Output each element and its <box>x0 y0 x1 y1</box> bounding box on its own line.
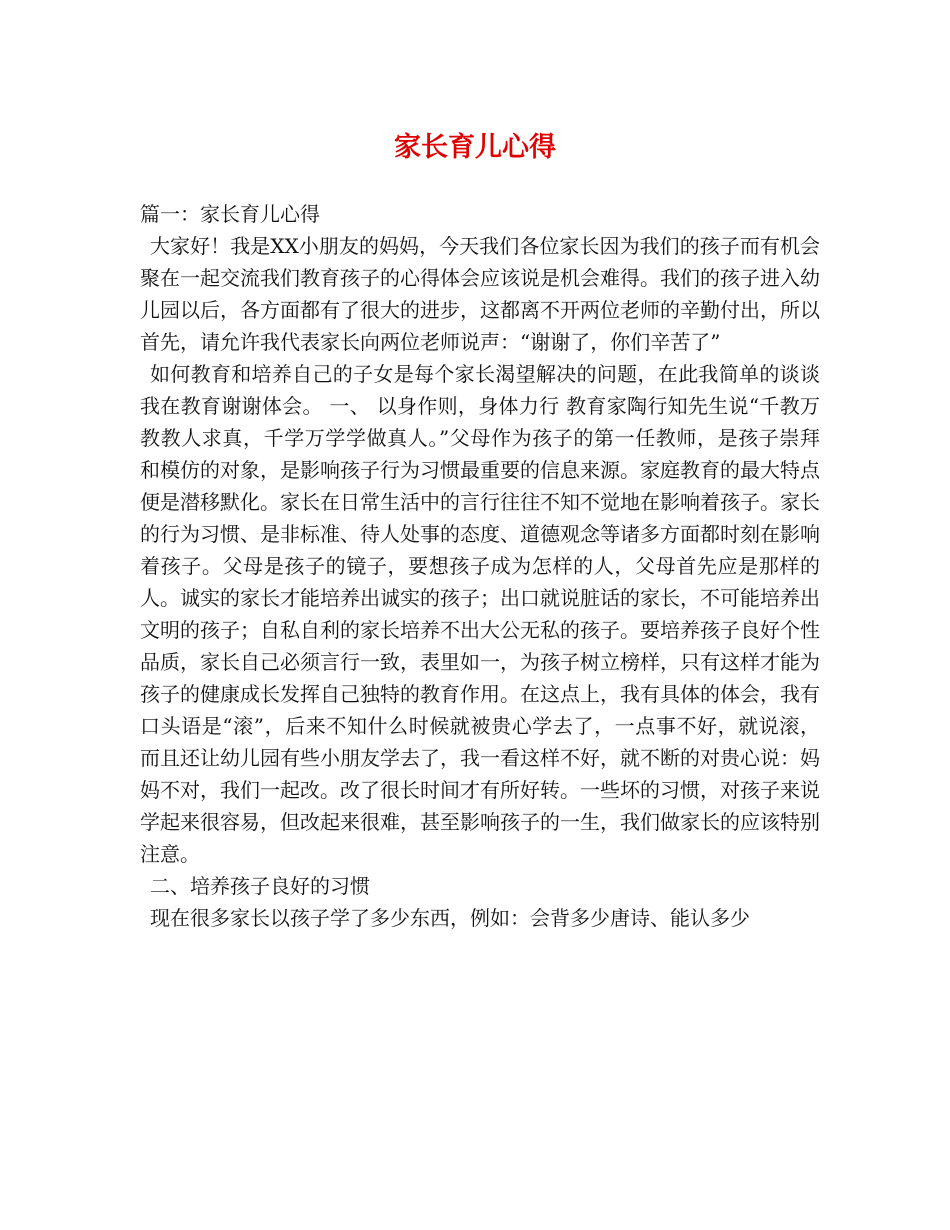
section-heading: 篇一：家长育儿心得 <box>140 202 320 226</box>
document-title: 家长育儿心得 <box>394 132 556 163</box>
body-paragraph: 如何教育和培养自己的子女是每个家长渴望解决的问题，在此我简单的谈谈我在教育谢谢体会。 一、 以身作则，身体力行 教育家陶行知先生说“千教万教教人求真，千学万学学做真人。”父母作为孩子的第一任教师，是孩子崇拜和模仿的对象，是影响孩子行为习惯最重要的信息来源。家庭教育的最大特点便是潜移默化。家长在日常生活中的言行往往不知不觉地在影响着孩子。家长的行为习惯、是非标准、待人处事的态度、道德观念等诸多方面都时刻在影响着孩子。父母是孩子的镜子，要想孩子成为怎样的人，父母首先应是那样的人。诚实的家长才能培养出诚实的孩子；出口就说脏话的家长，不可能培养出文明的孩子；自私自利的家长培养不出大公无私的孩子。要培养孩子良好个性品质，家长自己必须言行一致，表里如一，为孩子树立榜样，只有这样才能为孩子的健康成长发挥自己独特的教育作用。在这点上，我有具体的体会，我有口头语是“滚”，后来不知什么时候就被贵心学去了，一点事不好，就说滚，而且还让幼儿园有些小朋友学去了，我一看这样不好，就不断的对贵心说：妈妈不对，我们一起改。改了很长时间才有所好转。一些坏的习惯，对孩子来说学起来很容易，但改起来很难，甚至影响孩子的一生，我们做家长的应该特别注意。 <box>140 362 820 866</box>
body-paragraph: 现在很多家长以孩子学了多少东西，例如：会背多少唐诗、能认多少 <box>150 906 750 930</box>
document-body <box>140 198 820 934</box>
section-heading: 二、培养孩子良好的习惯 <box>150 874 370 898</box>
body-paragraph: 大家好！我是XX小朋友的妈妈，今天我们各位家长因为我们的孩子而有机会聚在一起交流我们教育孩子的心得体会应该说是机会难得。我们的孩子进入幼儿园以后，各方面都有了很大的进步，这都离不开两位老师的辛勤付出，所以首先，请允许我代表家长向两位老师说声：“谢谢了，你们辛苦了” <box>140 234 820 354</box>
